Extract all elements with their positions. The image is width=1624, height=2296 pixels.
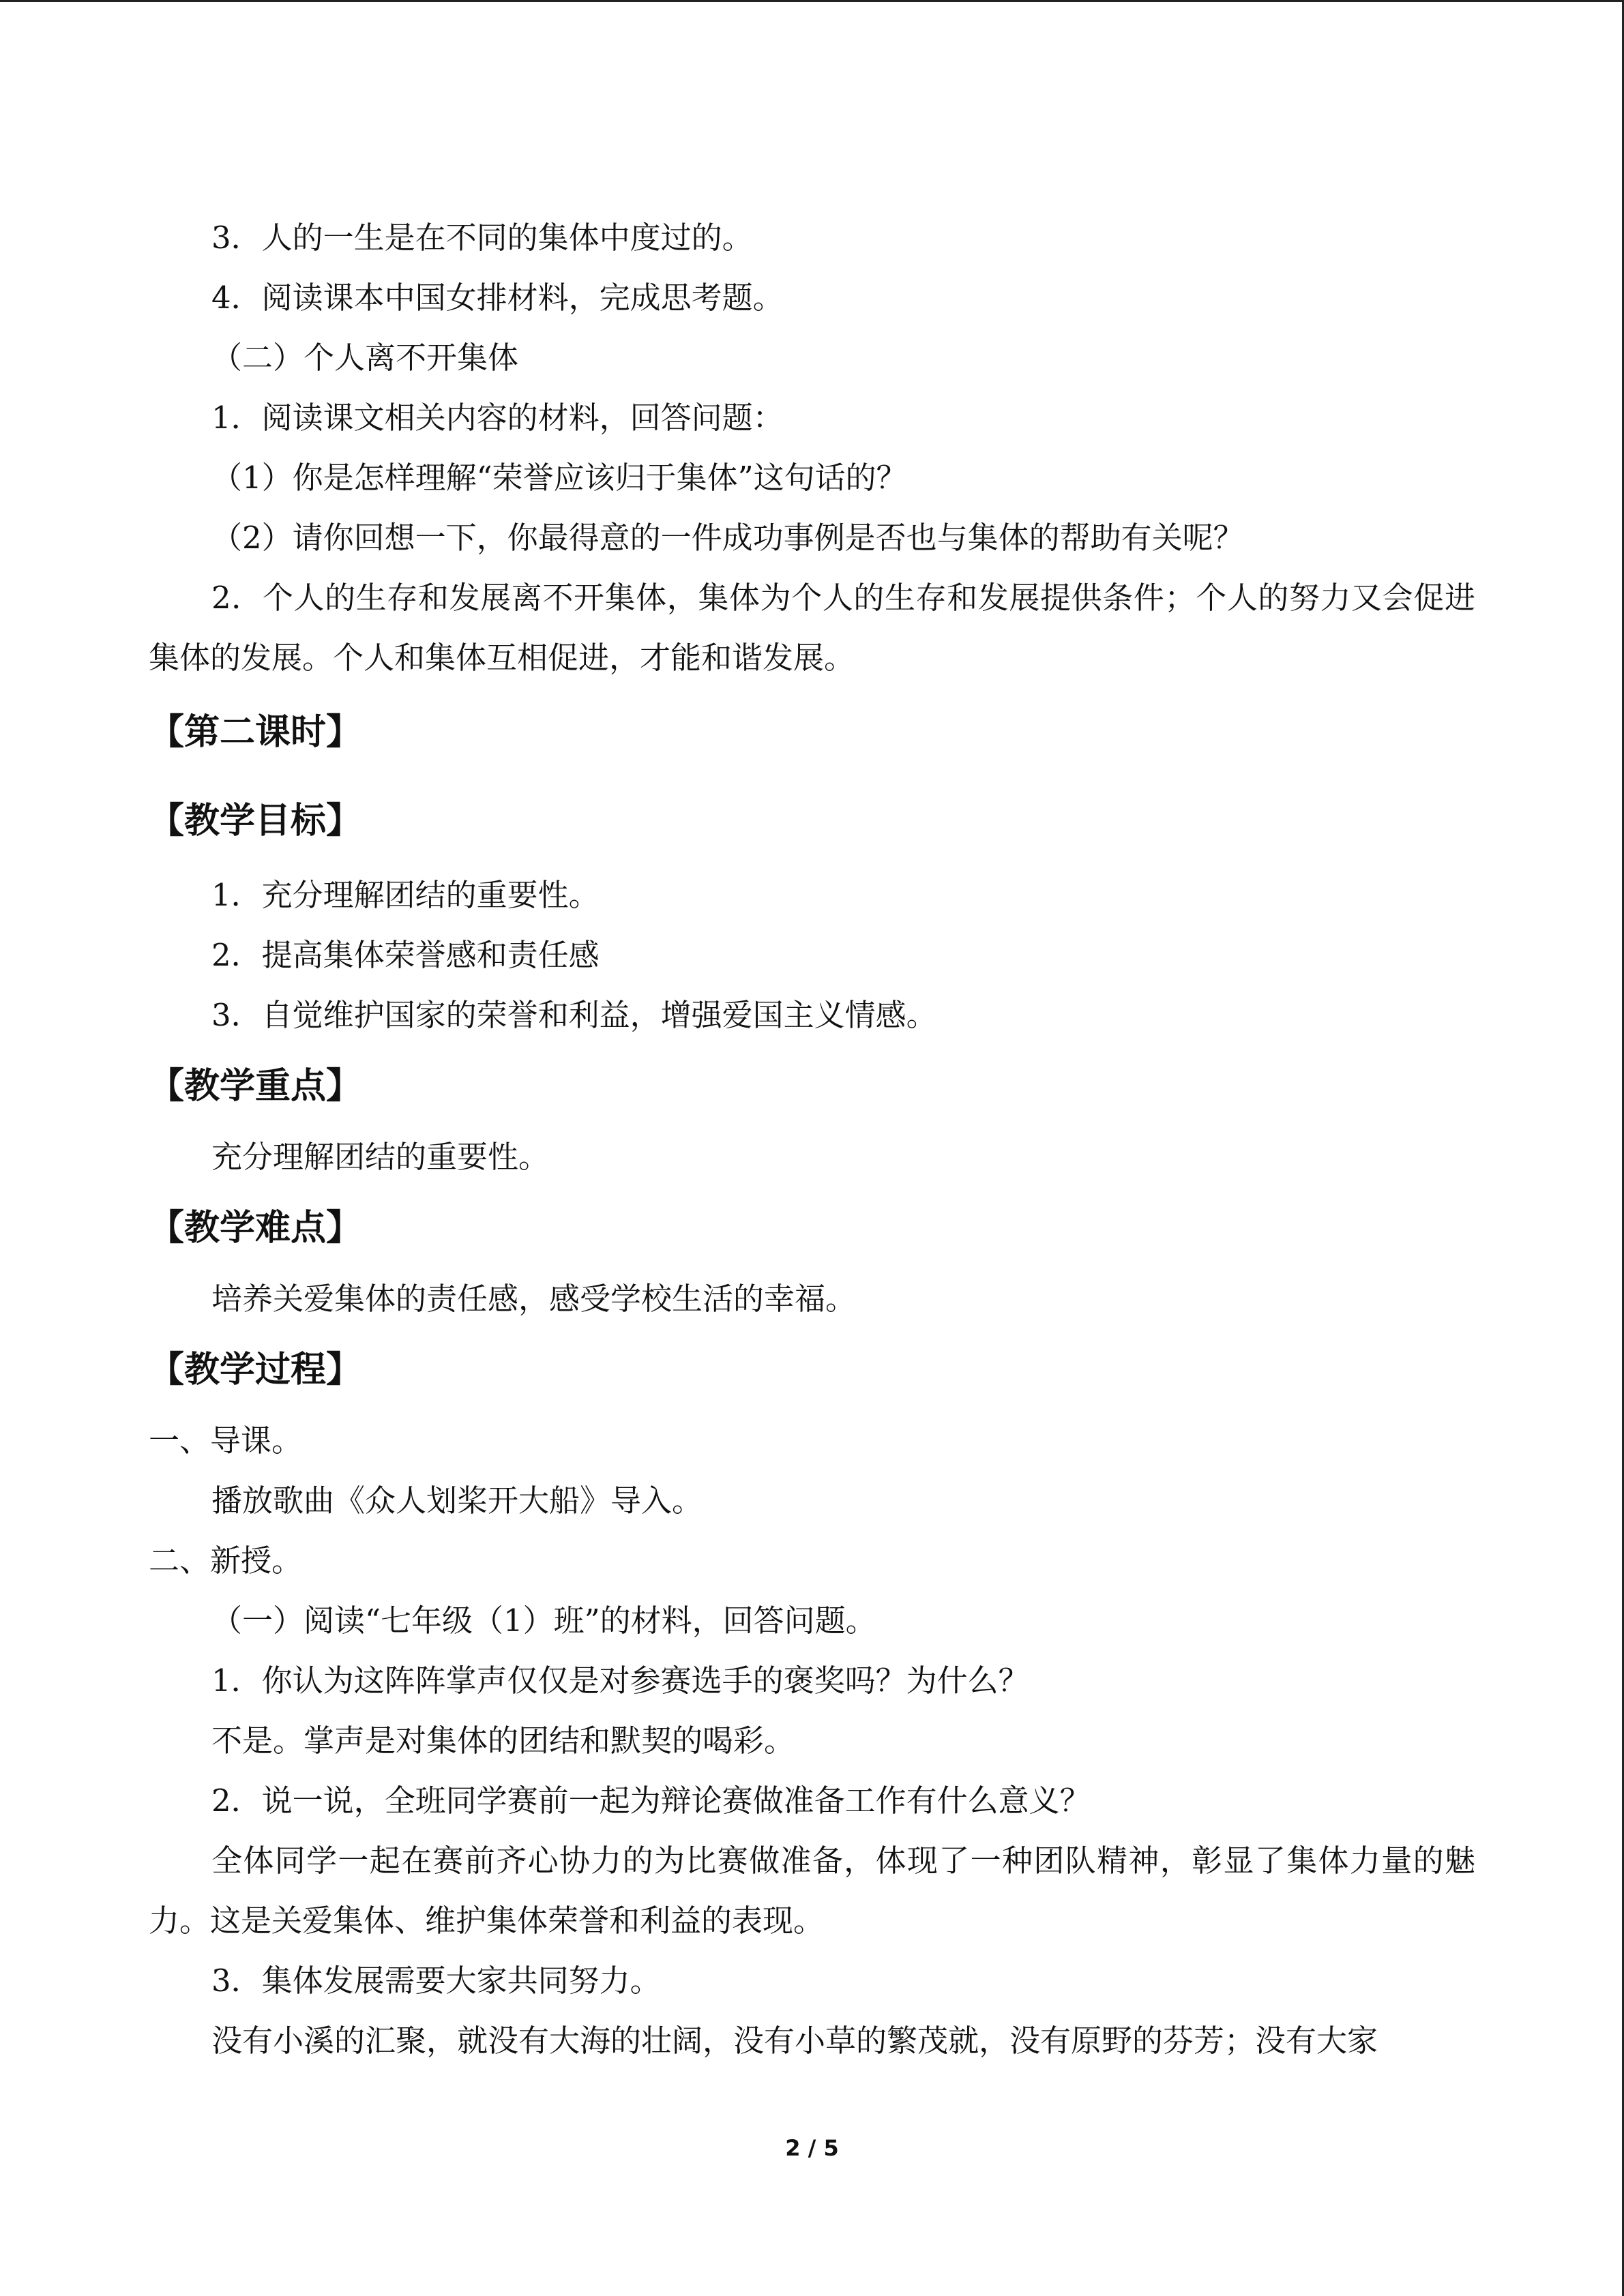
goal-item: 3．自觉维护国家的荣誉和利益，增强爱国主义情感。 — [211, 997, 937, 1033]
question-line: 3．集体发展需要大家共同努力。 — [211, 1963, 661, 1999]
page-number: 2 / 5 — [785, 2135, 839, 2161]
paragraph: 2．个人的生存和发展离不开集体，集体为个人的生存和发展提供条件；个人的努力又会促进集体的发展。个人和集体互相促进，才能和谐发展。 — [149, 580, 1475, 676]
paragraph: 全体同学一起在赛前齐心协力的为比赛做准备，体现了一种团队精神，彰显了集体力量的魅力。这是关爱集体、维护集体荣誉和利益的表现。 — [149, 1843, 1475, 1939]
key-points-text: 充分理解团结的重要性。 — [211, 1139, 550, 1175]
process-step: 一、导课。 — [149, 1422, 303, 1459]
page-border-top — [0, 0, 1624, 2]
question-line: （1）你是怎样理解“荣誉应该归于集体”这句话的？ — [211, 460, 907, 496]
goal-item: 2．提高集体荣誉感和责任感 — [211, 937, 600, 973]
document-body — [149, 208, 1475, 2071]
text-line: 1．阅读课文相关内容的材料，回答问题： — [211, 400, 784, 436]
heading-teaching-process: 【教学过程】 — [149, 1350, 362, 1390]
heading-teaching-goals: 【教学目标】 — [149, 801, 362, 841]
process-step: 二、新授。 — [149, 1542, 303, 1579]
section-title: （二）个人离不开集体 — [211, 340, 519, 376]
difficulties-text: 培养关爱集体的责任感，感受学校生活的幸福。 — [211, 1281, 857, 1317]
goal-item: 1．充分理解团结的重要性。 — [211, 877, 600, 913]
heading-difficulties: 【教学难点】 — [149, 1208, 362, 1249]
text-line: 3．人的一生是在不同的集体中度过的。 — [211, 220, 753, 256]
question-line: 1．你认为这阵阵掌声仅仅是对参赛选手的褒奖吗？为什么？ — [211, 1663, 1029, 1699]
answer-line: 没有小溪的汇聚，就没有大海的壮阔，没有小草的繁茂就，没有原野的芬芳；没有大家 — [211, 2023, 1378, 2059]
heading-second-lesson: 【第二课时】 — [149, 712, 362, 753]
text-line: 4．阅读课本中国女排材料，完成思考题。 — [211, 280, 784, 316]
text-line: 播放歌曲《众人划桨开大船》导入。 — [211, 1482, 703, 1519]
section-title: （一）阅读“七年级（1）班”的材料，回答问题。 — [211, 1602, 876, 1639]
heading-key-points: 【教学重点】 — [149, 1066, 362, 1107]
answer-line: 不是。掌声是对集体的团结和默契的喝彩。 — [211, 1723, 795, 1759]
question-line: 2．说一说，全班同学赛前一起为辩论赛做准备工作有什么意义？ — [211, 1783, 1091, 1819]
question-line: （2）请你回想一下，你最得意的一件成功事例是否也与集体的帮助有关呢？ — [211, 520, 1244, 556]
